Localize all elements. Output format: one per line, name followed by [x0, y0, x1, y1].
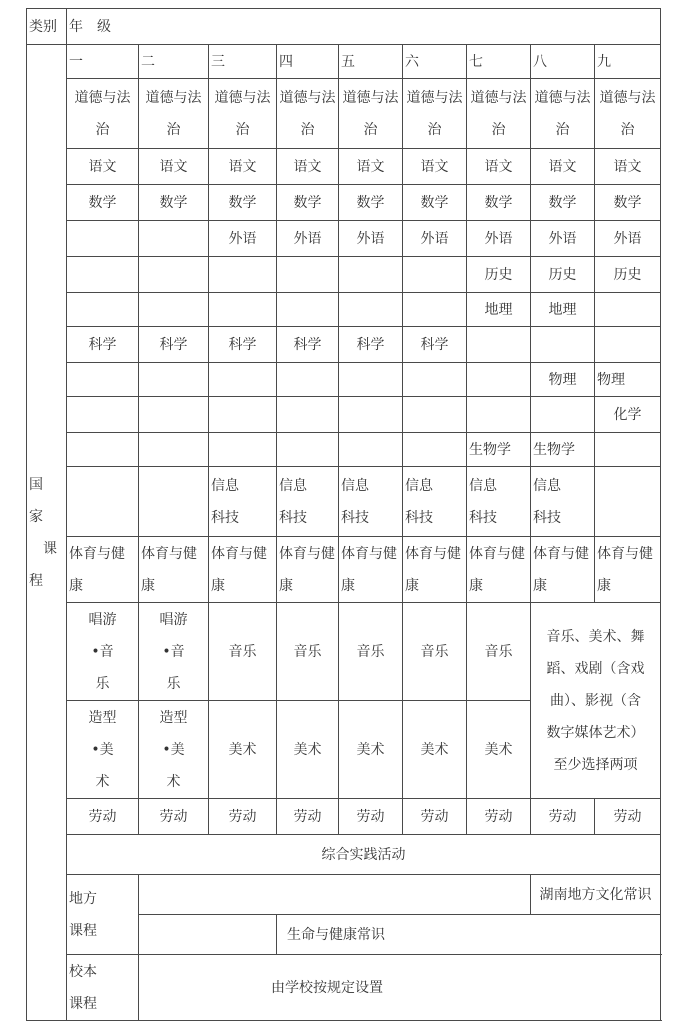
morality-g7: 道德与法治 [467, 79, 531, 149]
it-g4 [277, 467, 339, 537]
it-g5 [339, 467, 403, 537]
pe-g5 [339, 537, 403, 603]
arts-choice-g8-9 [531, 603, 661, 799]
empty-cell [403, 363, 467, 397]
physics-g9: 物理 [595, 363, 661, 397]
row-labor [27, 799, 661, 835]
empty-cell [277, 363, 339, 397]
music-g7: 音乐 [467, 603, 531, 701]
morality-g2: 道德与法治 [139, 79, 209, 149]
it-g3 [209, 467, 277, 537]
it-g7-text: 信息科技 [469, 477, 497, 526]
empty-cell [209, 397, 277, 433]
school-set-all-grades: 由学校按规定设置 [139, 955, 661, 1021]
empty-cell [595, 327, 661, 363]
empty-cell [467, 397, 531, 433]
math-g9: 数学 [595, 185, 661, 221]
physics-g8: 物理 [531, 363, 595, 397]
empty-cell [209, 363, 277, 397]
empty-cell [277, 257, 339, 293]
empty-cell [467, 327, 531, 363]
empty-cell [595, 293, 661, 327]
art-g7: 美术 [467, 701, 531, 799]
biology-g7: 生物学 [467, 433, 531, 467]
art-shape-g1-text: 造型•美术 [88, 709, 117, 790]
morality-g5: 道德与法治 [339, 79, 403, 149]
pe-g7-text: 体育与健康 [469, 545, 525, 594]
foreign-g5: 外语 [339, 221, 403, 257]
empty-cell [339, 397, 403, 433]
labor-g1: 劳动 [67, 799, 139, 835]
sing-music-g2 [139, 603, 209, 701]
empty-cell [595, 433, 661, 467]
math-g4: 数学 [277, 185, 339, 221]
geography-g8: 地理 [531, 293, 595, 327]
sing-music-g2-text: 唱游•音乐 [159, 611, 188, 692]
empty-cell [277, 293, 339, 327]
science-g4: 科学 [277, 327, 339, 363]
labor-g2: 劳动 [139, 799, 209, 835]
art-g5: 美术 [339, 701, 403, 799]
empty-cell [339, 257, 403, 293]
pe-g9-text: 体育与健康 [597, 545, 653, 594]
row-music [27, 603, 661, 701]
it-g6-text: 信息科技 [405, 477, 433, 526]
category-header: 类别 [27, 9, 67, 45]
empty-cell [67, 467, 139, 537]
music-g5: 音乐 [339, 603, 403, 701]
art-g6: 美术 [403, 701, 467, 799]
empty-cell [209, 257, 277, 293]
foreign-g7: 外语 [467, 221, 531, 257]
labor-g7: 劳动 [467, 799, 531, 835]
empty-cell [209, 433, 277, 467]
grade-1: 一 [67, 45, 139, 79]
chinese-g4: 语文 [277, 149, 339, 185]
grade-7: 七 [467, 45, 531, 79]
it-g4-text: 信息科技 [279, 477, 307, 526]
local-category [67, 875, 139, 955]
science-g2: 科学 [139, 327, 209, 363]
pe-g7 [467, 537, 531, 603]
science-g1: 科学 [67, 327, 139, 363]
chinese-g8: 语文 [531, 149, 595, 185]
labor-g5: 劳动 [339, 799, 403, 835]
row-history [27, 257, 661, 293]
header-row [27, 9, 661, 45]
foreign-g4: 外语 [277, 221, 339, 257]
empty-cell [403, 257, 467, 293]
grade-header: 年 级 [67, 9, 661, 45]
grade-row [27, 45, 661, 79]
pe-g2-text: 体育与健康 [141, 545, 197, 594]
row-practice [27, 835, 661, 875]
empty-cell [67, 293, 139, 327]
empty-cell [277, 397, 339, 433]
empty-cell [339, 433, 403, 467]
row-geography [27, 293, 661, 327]
grade-2: 二 [139, 45, 209, 79]
chinese-g1: 语文 [67, 149, 139, 185]
chinese-g7: 语文 [467, 149, 531, 185]
biology-g8: 生物学 [531, 433, 595, 467]
empty-cell [403, 293, 467, 327]
empty-cell [531, 397, 595, 433]
math-g6: 数学 [403, 185, 467, 221]
empty-cell [467, 363, 531, 397]
it-g3-text: 信息科技 [211, 477, 239, 526]
art-shape-g2-text: 造型•美术 [159, 709, 188, 790]
empty-cell [139, 433, 209, 467]
grade-9: 九 [595, 45, 661, 79]
national-category [27, 45, 67, 1021]
row-math [27, 185, 661, 221]
pe-g4 [277, 537, 339, 603]
chemistry-g9: 化学 [595, 397, 661, 433]
empty-cell [277, 433, 339, 467]
pe-g8 [531, 537, 595, 603]
math-g2: 数学 [139, 185, 209, 221]
art-g3: 美术 [209, 701, 277, 799]
life-health-g3-9: 生命与健康常识 [277, 915, 661, 955]
row-biology [27, 433, 661, 467]
row-science [27, 327, 661, 363]
math-g1: 数学 [67, 185, 139, 221]
empty-cell [67, 397, 139, 433]
sing-music-g1-text: 唱游•音乐 [88, 611, 117, 692]
school-category [67, 955, 139, 1021]
pe-g2 [139, 537, 209, 603]
morality-g3: 道德与法治 [209, 79, 277, 149]
pe-g6 [403, 537, 467, 603]
school-category-label: 校本 课程 [69, 963, 97, 1012]
empty-cell [67, 363, 139, 397]
empty-cell [139, 875, 531, 915]
it-g8-text: 信息科技 [533, 477, 561, 526]
morality-g4: 道德与法治 [277, 79, 339, 149]
hunan-culture-g7-8: 湖南地方文化常识 [531, 875, 661, 915]
music-g4: 音乐 [277, 603, 339, 701]
labor-g3: 劳动 [209, 799, 277, 835]
empty-cell [531, 327, 595, 363]
curriculum-table [26, 8, 661, 1021]
morality-g8: 道德与法治 [531, 79, 595, 149]
row-physics [27, 363, 661, 397]
empty-cell [67, 257, 139, 293]
chinese-g9: 语文 [595, 149, 661, 185]
math-g7: 数学 [467, 185, 531, 221]
morality-g9: 道德与法治 [595, 79, 661, 149]
row-pe [27, 537, 661, 603]
empty-cell [403, 397, 467, 433]
empty-cell [139, 257, 209, 293]
history-g8: 历史 [531, 257, 595, 293]
pe-g1 [67, 537, 139, 603]
empty-cell [403, 433, 467, 467]
empty-cell [139, 915, 277, 955]
labor-g9: 劳动 [595, 799, 661, 835]
row-morality [27, 79, 661, 149]
labor-g4: 劳动 [277, 799, 339, 835]
empty-cell [339, 363, 403, 397]
grade-8: 八 [531, 45, 595, 79]
grade-3: 三 [209, 45, 277, 79]
pe-g4-text: 体育与健康 [279, 545, 335, 594]
practice-all-grades: 综合实践活动 [67, 835, 661, 875]
history-g9: 历史 [595, 257, 661, 293]
it-g8 [531, 467, 595, 537]
national-category-label: 国 家 课 程 [29, 476, 57, 589]
science-g5: 科学 [339, 327, 403, 363]
empty-cell [67, 433, 139, 467]
empty-cell [595, 467, 661, 537]
art-shape-g1 [67, 701, 139, 799]
row-foreign [27, 221, 661, 257]
chinese-g5: 语文 [339, 149, 403, 185]
foreign-g8: 外语 [531, 221, 595, 257]
empty-cell [139, 293, 209, 327]
art-g4: 美术 [277, 701, 339, 799]
foreign-g9: 外语 [595, 221, 661, 257]
grade-4: 四 [277, 45, 339, 79]
pe-g6-text: 体育与健康 [405, 545, 461, 594]
it-g5-text: 信息科技 [341, 477, 369, 526]
empty-cell [139, 363, 209, 397]
empty-cell [139, 221, 209, 257]
labor-g6: 劳动 [403, 799, 467, 835]
pe-g1-text: 体育与健康 [69, 545, 125, 594]
labor-g8: 劳动 [531, 799, 595, 835]
row-school [27, 955, 661, 1021]
pe-g3 [209, 537, 277, 603]
pe-g9 [595, 537, 661, 603]
history-g7: 历史 [467, 257, 531, 293]
pe-g8-text: 体育与健康 [533, 545, 589, 594]
row-chemistry [27, 397, 661, 433]
morality-g1: 道德与法治 [67, 79, 139, 149]
row-it [27, 467, 661, 537]
foreign-g3: 外语 [209, 221, 277, 257]
empty-cell [67, 221, 139, 257]
pe-g5-text: 体育与健康 [341, 545, 397, 594]
empty-cell [339, 293, 403, 327]
row-local-1 [27, 875, 661, 915]
chinese-g3: 语文 [209, 149, 277, 185]
science-g3: 科学 [209, 327, 277, 363]
pe-g3-text: 体育与健康 [211, 545, 267, 594]
art-shape-g2 [139, 701, 209, 799]
science-g6: 科学 [403, 327, 467, 363]
chinese-g6: 语文 [403, 149, 467, 185]
math-g8: 数学 [531, 185, 595, 221]
row-chinese [27, 149, 661, 185]
empty-cell [139, 467, 209, 537]
grade-5: 五 [339, 45, 403, 79]
geography-g7: 地理 [467, 293, 531, 327]
arts-choice-text: 音乐、美术、舞蹈、戏剧（含戏曲）、影视（含数字媒体艺术）至少选择两项 [546, 628, 645, 773]
math-g3: 数学 [209, 185, 277, 221]
math-g5: 数学 [339, 185, 403, 221]
morality-g6: 道德与法治 [403, 79, 467, 149]
foreign-g6: 外语 [403, 221, 467, 257]
music-g6: 音乐 [403, 603, 467, 701]
grade-6: 六 [403, 45, 467, 79]
it-g6 [403, 467, 467, 537]
it-g7 [467, 467, 531, 537]
music-g3: 音乐 [209, 603, 277, 701]
empty-cell [209, 293, 277, 327]
chinese-g2: 语文 [139, 149, 209, 185]
empty-cell [139, 397, 209, 433]
sing-music-g1 [67, 603, 139, 701]
local-category-label: 地方 课程 [69, 890, 97, 939]
